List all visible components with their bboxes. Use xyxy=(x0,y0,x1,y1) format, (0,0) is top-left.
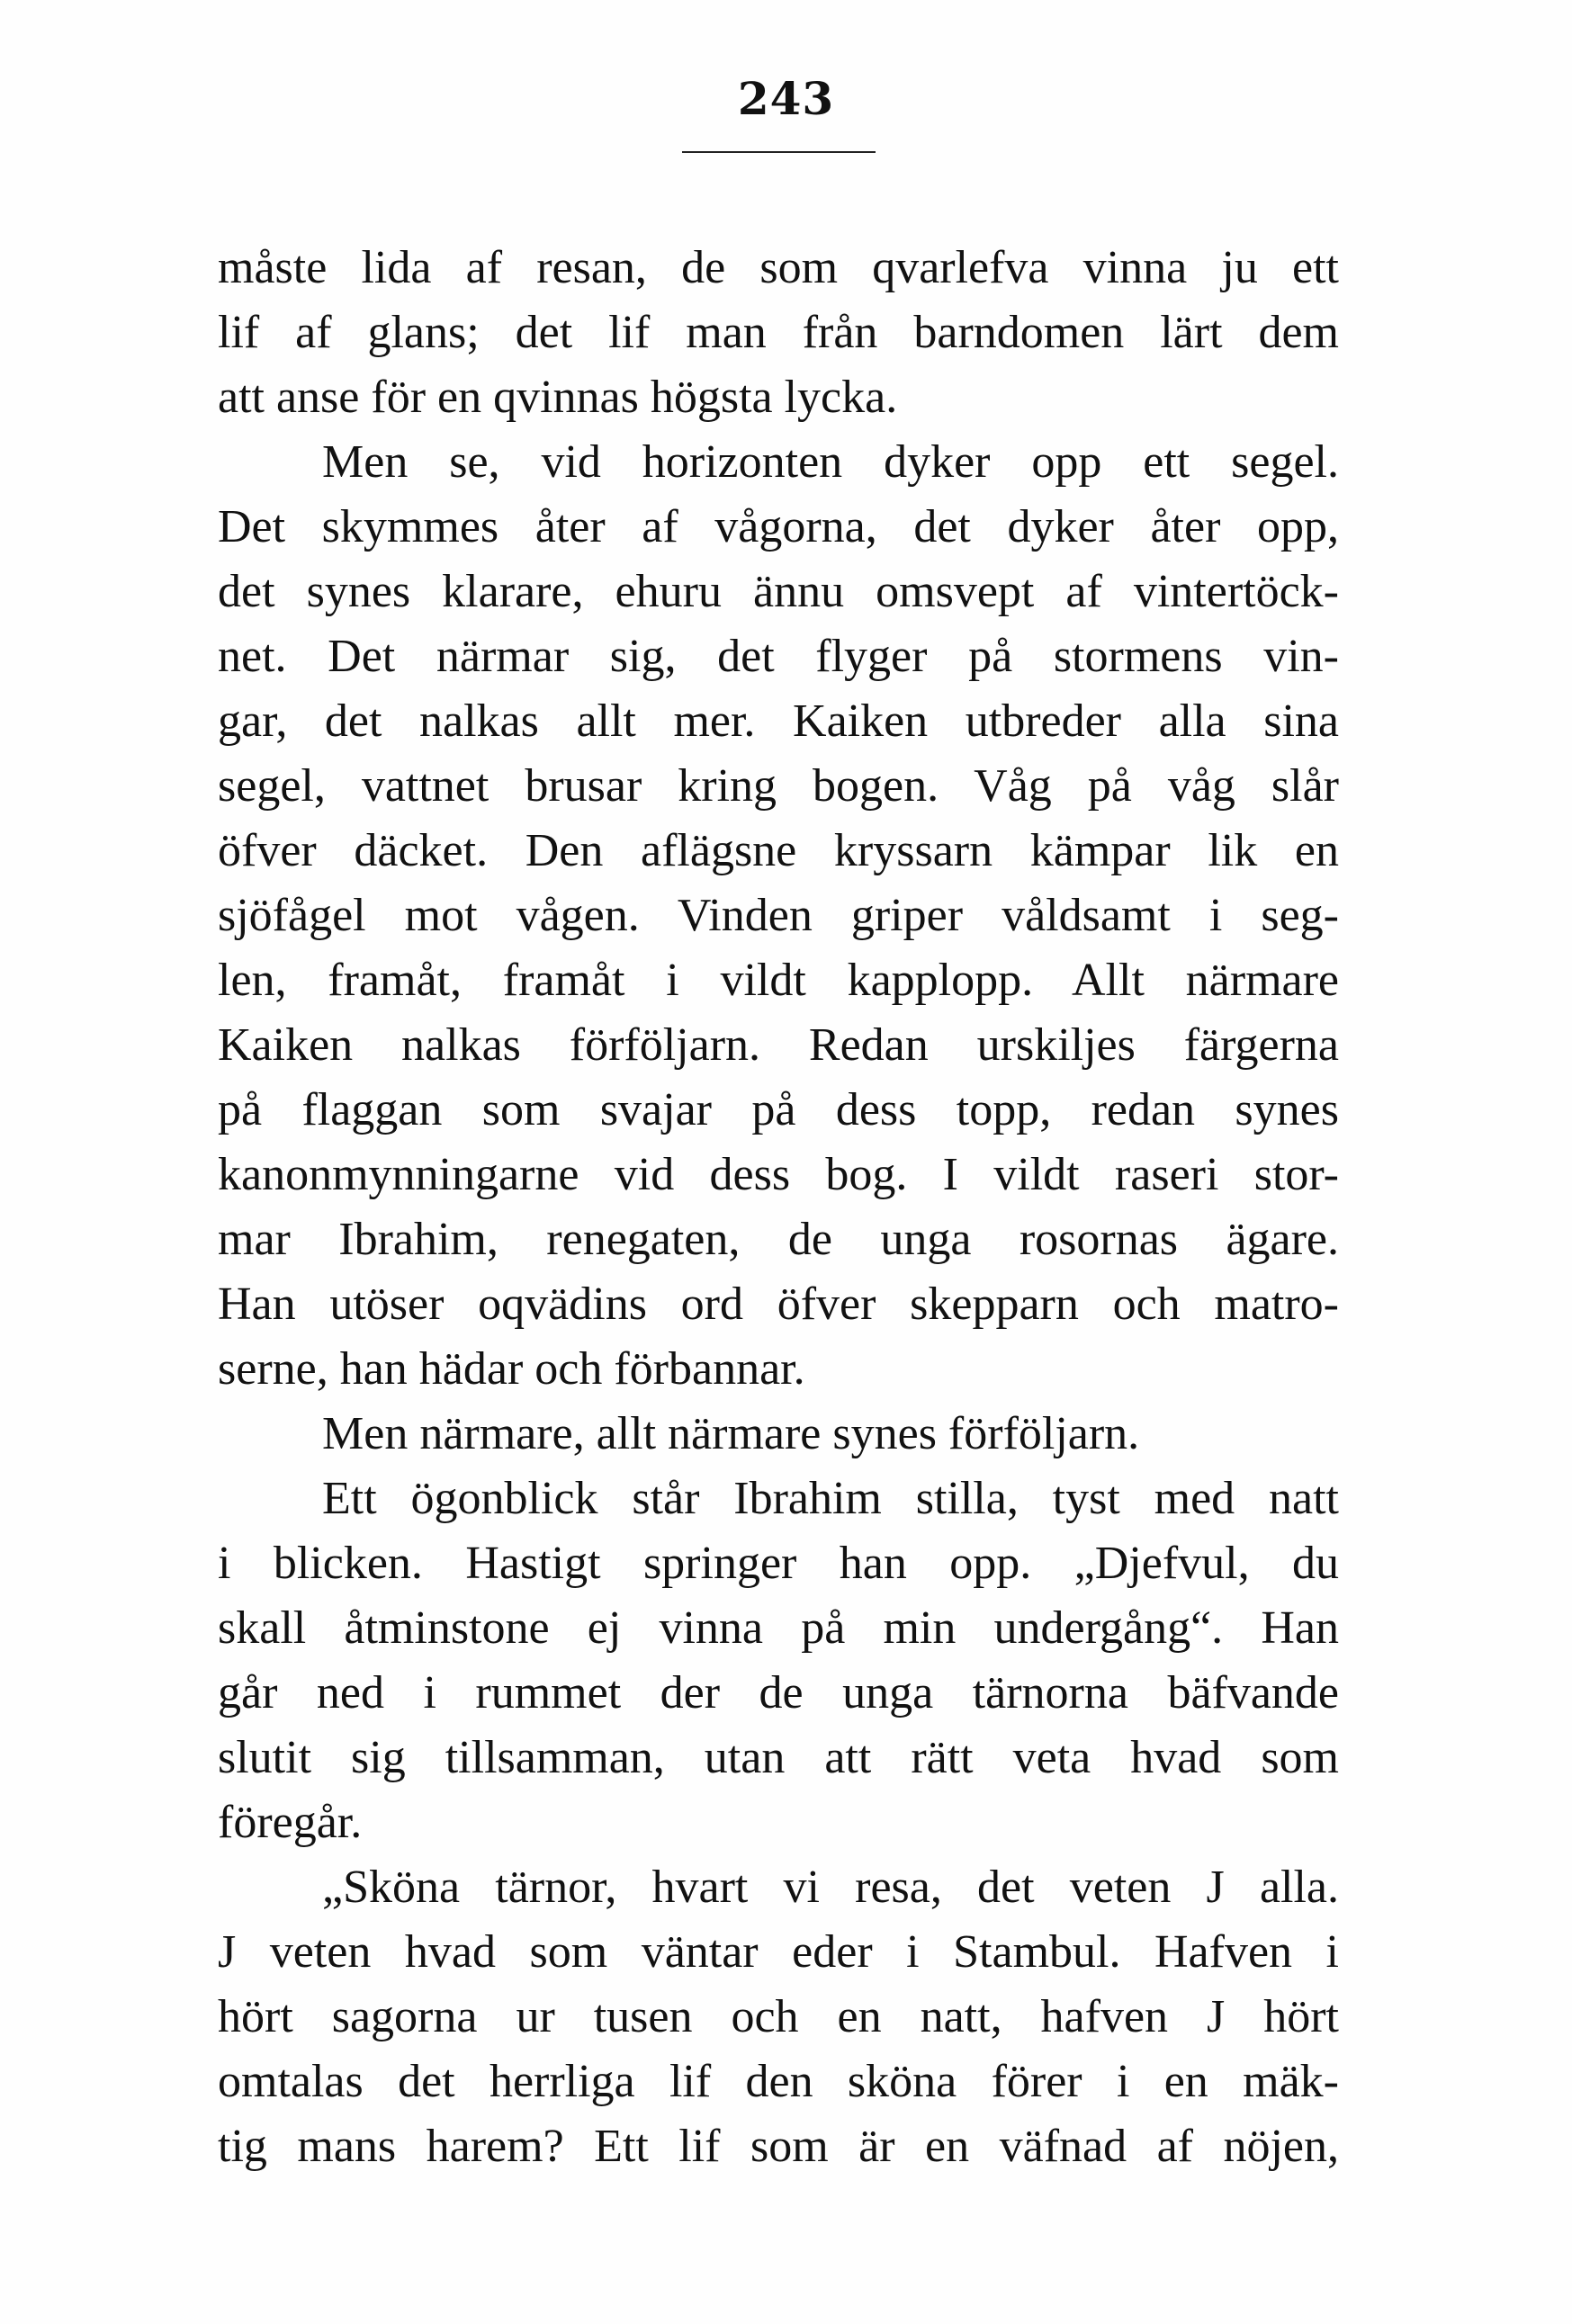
text-line: Ett ögonblick står Ibrahim stilla, tyst med natt xyxy=(322,1473,1339,1524)
text-line: skall åtminstone ej vinna på min undergång“. Han xyxy=(218,1602,1339,1654)
text-line: måste lida af resan, de som qvarlefva vinna ju ett xyxy=(218,242,1339,293)
text-line: J veten hvad som väntar eder i Stambul. Hafven i xyxy=(218,1926,1339,1978)
text-line: öfver däcket. Den aflägsne kryssarn kämpar lik en xyxy=(218,825,1339,876)
body-text xyxy=(218,236,1339,2179)
page-number: 243 xyxy=(737,72,835,125)
header-rule xyxy=(682,151,876,153)
text-line: segel, vattnet brusar kring bogen. Våg på våg slår xyxy=(218,760,1339,812)
text-line: på flaggan som svajar på dess topp, redan synes xyxy=(218,1084,1339,1135)
text-line: kanonmynningarne vid dess bog. I vildt raseri stor- xyxy=(218,1149,1339,1200)
text-line: „Sköna tärnor, hvart vi resa, det veten J alla. xyxy=(322,1862,1339,1913)
text-line: Men se, vid horizonten dyker opp ett segel. xyxy=(322,436,1339,488)
text-line: len, framåt, framåt i vildt kapplopp. Allt närmare xyxy=(218,955,1339,1006)
text-line: går ned i rummet der de unga tärnorna bäfvande xyxy=(218,1667,1339,1718)
text-line: tig mans harem? Ett lif som är en väfnad af nöjen, xyxy=(218,2121,1339,2172)
text-line: net. Det närmar sig, det flyger på stormens vin- xyxy=(218,631,1339,682)
text-line: slutit sig tillsamman, utan att rätt veta hvad som xyxy=(218,1732,1339,1783)
text-line: sjöfågel mot vågen. Vinden griper våldsamt i seg- xyxy=(218,890,1339,941)
text-line: Men närmare, allt närmare synes förföljarn. xyxy=(322,1408,1140,1459)
text-line: hört sagorna ur tusen och en natt, hafven J hört xyxy=(218,1991,1339,2042)
text-line: omtalas det herrliga lif den sköna förer i en mäk- xyxy=(218,2056,1339,2107)
text-line: mar Ibrahim, renegaten, de unga rosornas ägare. xyxy=(218,1214,1339,1265)
text-line: gar, det nalkas allt mer. Kaiken utbreder alla sina xyxy=(218,695,1339,747)
text-line: lif af glans; det lif man från barndomen lärt dem xyxy=(218,307,1339,358)
text-line: Det skymmes åter af vågorna, det dyker åter opp, xyxy=(218,501,1339,552)
text-line: Kaiken nalkas förföljarn. Redan urskiljes färgerna xyxy=(218,1019,1339,1071)
text-line: att anse för en qvinnas högsta lycka. xyxy=(218,372,898,423)
text-line: Han utöser oqvädins ord öfver skepparn och matro- xyxy=(218,1279,1339,1330)
text-line: serne, han hädar och förbannar. xyxy=(218,1343,805,1395)
text-line: föregår. xyxy=(218,1797,363,1848)
text-line: i blicken. Hastigt springer han opp. „Djefvul, du xyxy=(218,1538,1339,1589)
text-line: det synes klarare, ehuru ännu omsvept af vintertöck- xyxy=(218,566,1339,617)
